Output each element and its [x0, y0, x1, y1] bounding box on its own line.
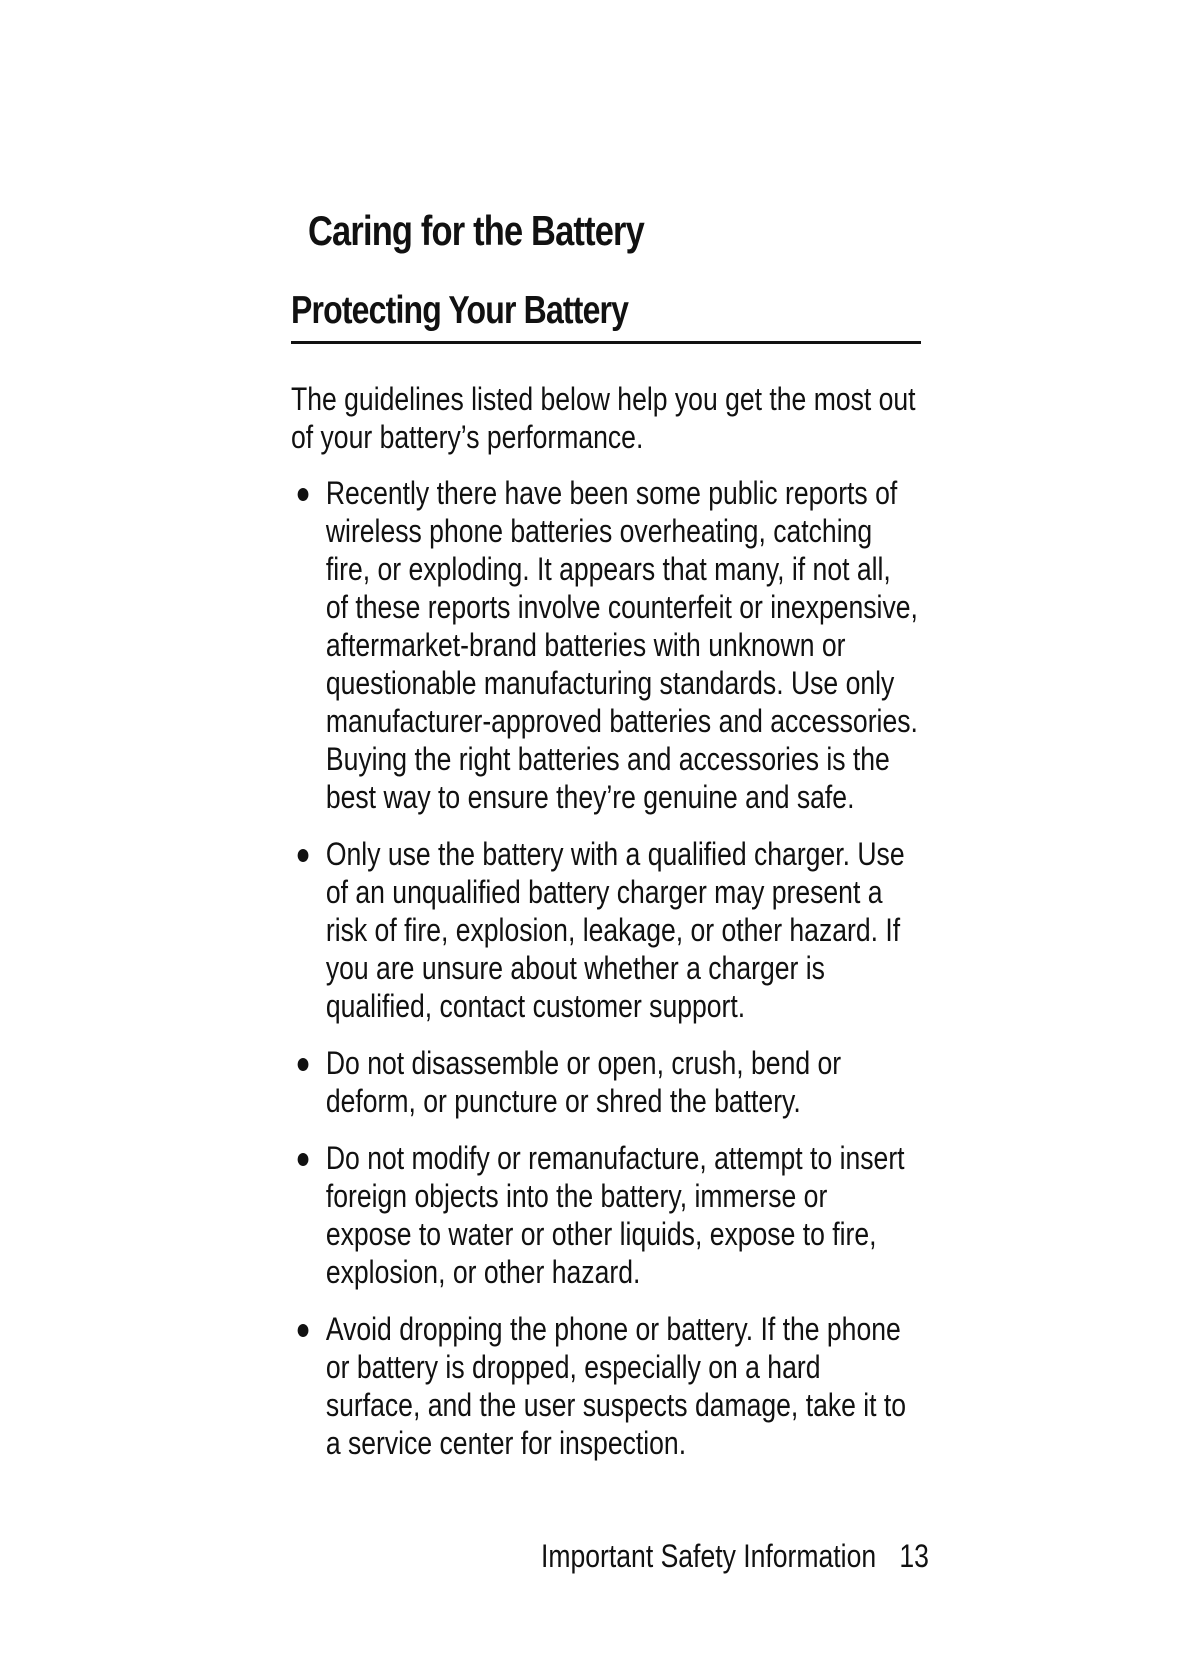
intro-paragraph	[291, 380, 922, 456]
bullet-icon	[298, 1324, 309, 1337]
bullet-line: manufacturer-approved batteries and accessories.	[325, 703, 918, 739]
bullet-line: explosion, or other hazard.	[325, 1254, 641, 1290]
bullet-line: or battery is dropped, especially on a hard	[325, 1349, 821, 1385]
bullet-icon	[298, 849, 309, 862]
bullet-line: qualified, contact customer support.	[325, 988, 746, 1024]
bullet-line: of an unqualified battery charger may present a	[325, 874, 883, 910]
bullet-icon	[298, 488, 309, 501]
bullet-line: fire, or exploding. It appears that many, if not all,	[325, 551, 891, 587]
list-item	[291, 835, 922, 1025]
intro-line: The guidelines listed below help you get the most out	[291, 381, 916, 417]
bullet-line: Recently there have been some public reports of	[325, 475, 898, 511]
footer-section-title: Important Safety Information	[541, 1538, 877, 1574]
page-title: Caring for the Battery	[308, 207, 644, 254]
list-item	[291, 1139, 922, 1291]
bullet-line: you are unsure about whether a charger is	[325, 950, 825, 986]
bullet-line: of these reports involve counterfeit or inexpensive,	[325, 589, 918, 625]
bullet-line: a service center for inspection.	[325, 1425, 687, 1461]
page-footer	[541, 1536, 929, 1576]
bullet-line: aftermarket-brand batteries with unknown or	[325, 627, 846, 663]
page-number: 13	[899, 1538, 929, 1574]
bullet-line: best way to ensure they’re genuine and safe.	[325, 779, 855, 815]
bullet-line: Do not disassemble or open, crush, bend or	[325, 1045, 842, 1081]
bullet-line: surface, and the user suspects damage, take it to	[325, 1387, 907, 1423]
bullet-icon	[298, 1153, 309, 1166]
list-item	[291, 474, 922, 816]
bullet-line: risk of fire, explosion, leakage, or other hazard. If	[325, 912, 901, 948]
intro-line: of your battery’s performance.	[291, 419, 644, 455]
bullet-line: questionable manufacturing standards. Use only	[325, 665, 895, 701]
battery-guidelines-list	[291, 474, 922, 1462]
bullet-line: Avoid dropping the phone or battery. If the phone	[325, 1311, 901, 1347]
bullet-line: expose to water or other liquids, expose to fire,	[325, 1216, 877, 1252]
bullet-line: Buying the right batteries and accessories is the	[325, 741, 890, 777]
list-item	[291, 1044, 922, 1120]
bullet-line: Only use the battery with a qualified charger. Use	[325, 836, 905, 872]
bullet-line: foreign objects into the battery, immerse or	[325, 1178, 828, 1214]
bullet-line: deform, or puncture or shred the battery.	[325, 1083, 801, 1119]
bullet-icon	[298, 1058, 309, 1071]
content-body	[291, 380, 922, 1481]
list-item	[291, 1310, 922, 1462]
bullet-line: Do not modify or remanufacture, attempt to insert	[325, 1140, 905, 1176]
section-title: Protecting Your Battery	[291, 289, 629, 332]
section-divider	[291, 341, 921, 344]
bullet-line: wireless phone batteries overheating, catching	[325, 513, 873, 549]
